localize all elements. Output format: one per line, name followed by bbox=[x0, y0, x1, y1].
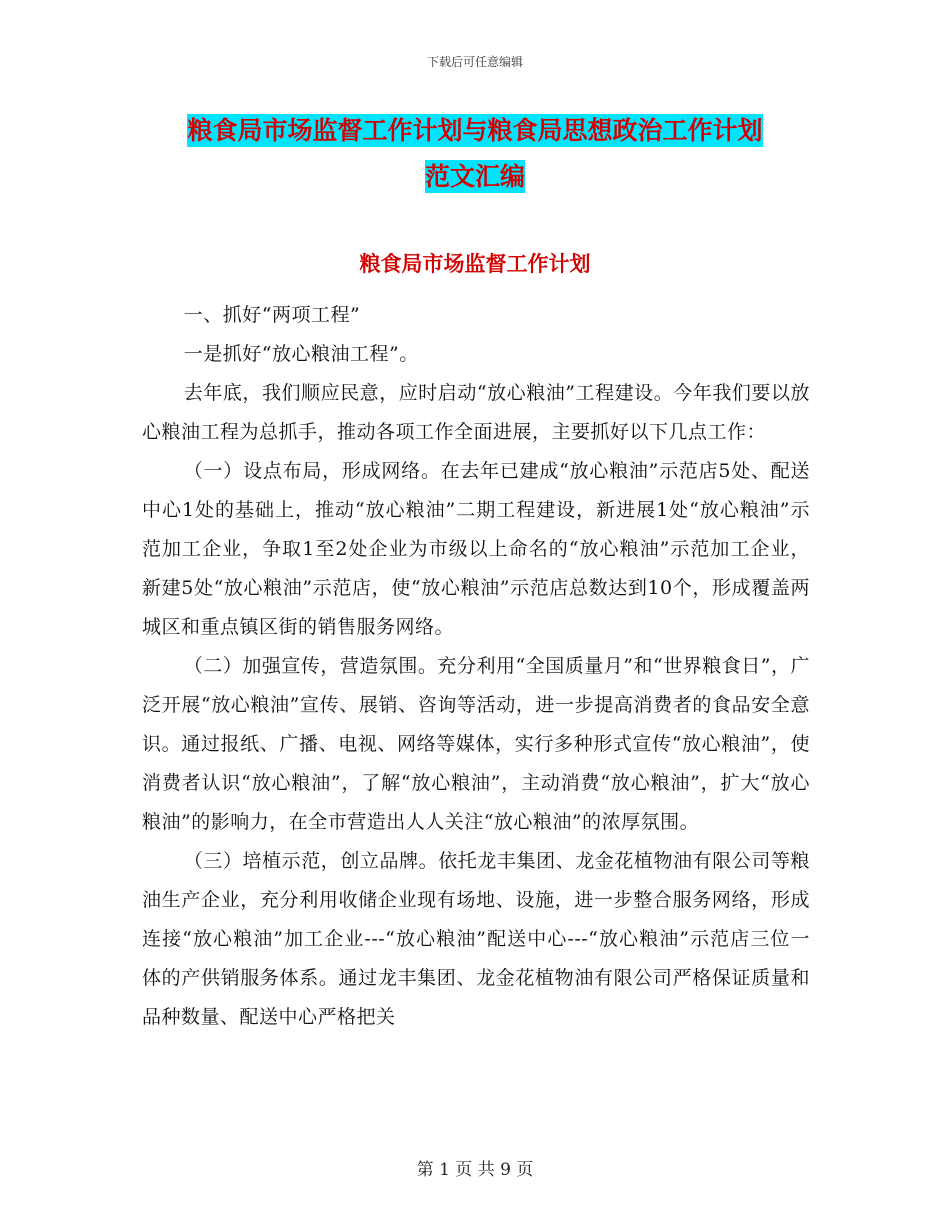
paragraph-3: 去年底，我们顺应民意，应时启动“放心粮油”工程建设。今年我们要以放心粮油工程为总抓手，推动各项工作全面进展，主要抓好以下几点工作： bbox=[142, 382, 810, 443]
document-body bbox=[142, 296, 810, 1037]
paragraph-2: 一是抓好“放心粮油工程”。 bbox=[183, 343, 419, 365]
paragraph-1: 一、抓好“两项工程” bbox=[183, 304, 361, 326]
paragraph-6: （三）培植示范，创立品牌。依托龙丰集团、龙金花植物油有限公司等粮油生产企业，充分利用收储企业现有场地、设施，进一步整合服务网络，形成连接“放心粮油”加工企业---“放心粮油”配送中心---“放心粮油”示范店三位一体的产供销服务体系。通过龙丰集团、龙金花植物油有限公司严格保证质量和品种数量、配送中心严格把关 bbox=[142, 850, 810, 1028]
section-title: 粮食局市场监督工作计划 bbox=[359, 252, 591, 276]
paragraph-4: （一）设点布局，形成网络。在去年已建成“放心粮油”示范店5处、配送中心1处的基础上，推动“放心粮油”二期工程建设，新进展1处“放心粮油”示范加工企业，争取1至2处企业为市级以上命名的“放心粮油”示范加工企业，新建5处“放心粮油”示范店，使“放心粮油”示范店总数达到10个，形成覆盖两城区和重点镇区街的销售服务网络。 bbox=[142, 460, 810, 638]
paragraph-5: （二）加强宣传，营造氛围。充分利用“全国质量月”和“世界粮食日”，广泛开展“放心粮油”宣传、展销、咨询等活动，进一步提高消费者的食品安全意识。通过报纸、广播、电视、网络等媒体，实行多种形式宣传“放心粮油”，使消费者认识“放心粮油”，了解“放心粮油”，主动消费“放心粮油”，扩大“放心粮油”的影响力，在全市营造出人人关注“放心粮油”的浓厚氛围。 bbox=[142, 655, 810, 833]
header-note: 下载后可任意编辑 bbox=[426, 55, 523, 69]
page-number-footer: 第 1 页 共 9 页 bbox=[416, 1160, 534, 1180]
document-title bbox=[120, 108, 830, 200]
title-line-1: 粮食局市场监督工作计划与粮食局思想政治工作计划 bbox=[187, 116, 763, 145]
title-line-2: 范文汇编 bbox=[424, 162, 525, 191]
